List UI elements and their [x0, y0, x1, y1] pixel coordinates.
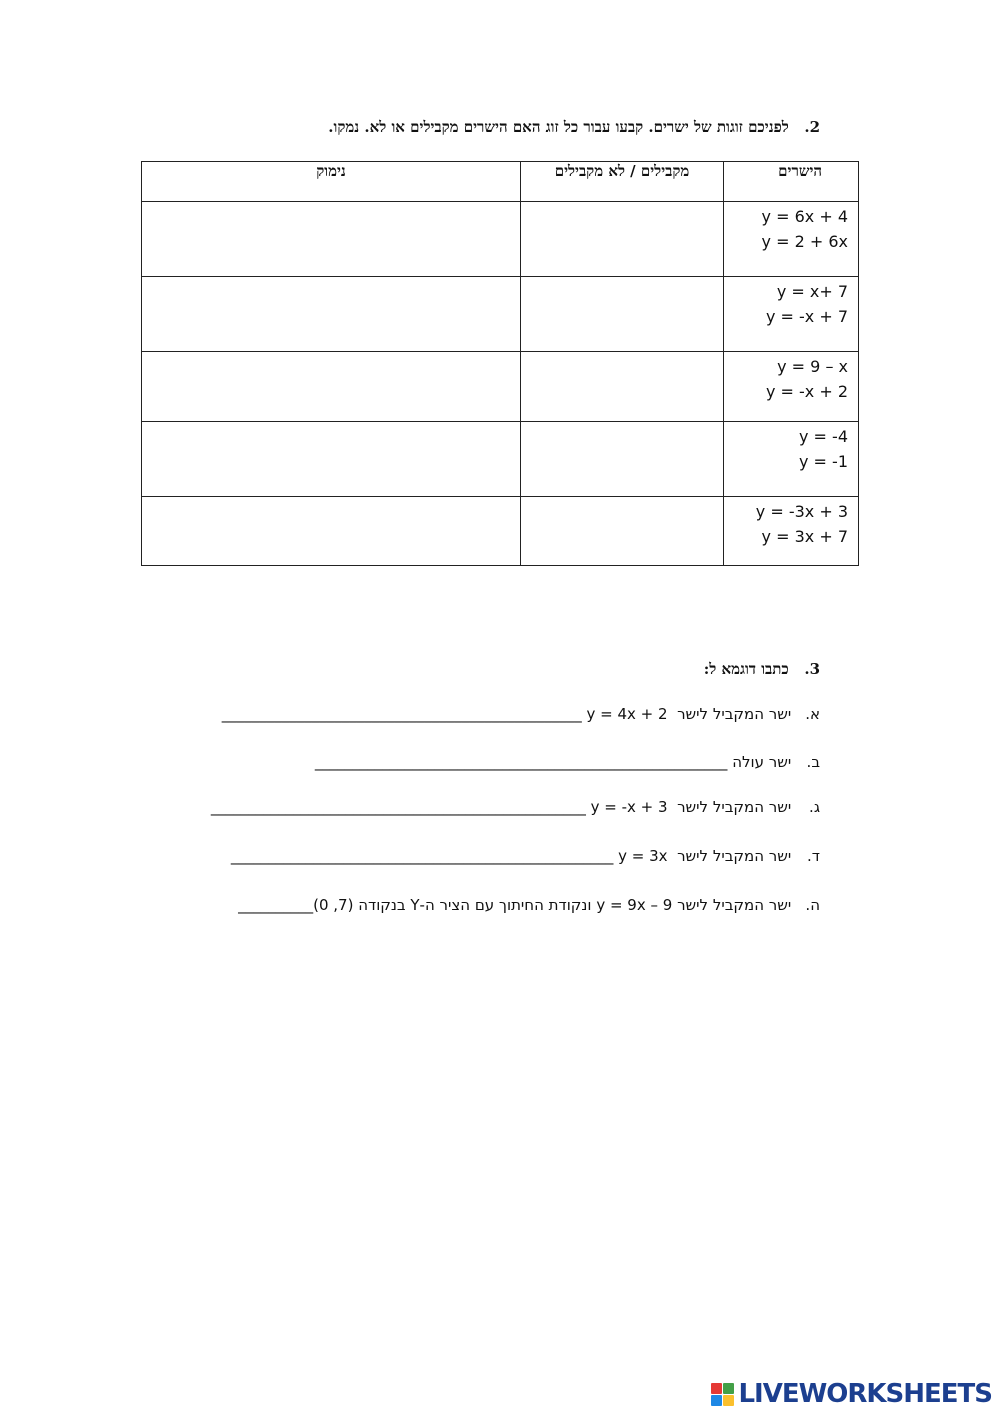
logo-square	[711, 1395, 722, 1406]
answer-blank[interactable]: _______________________________________________________	[314, 753, 728, 771]
equation-2: y = 3x + 7	[761, 527, 848, 546]
table-row	[142, 497, 859, 566]
list-item	[150, 896, 820, 914]
equations-cell	[724, 422, 859, 497]
reason-answer-cell[interactable]	[142, 497, 521, 566]
lines-table	[141, 161, 859, 566]
question-3-title	[704, 660, 820, 679]
item-letter: ב.	[806, 753, 820, 771]
question-2-title	[150, 118, 820, 137]
logo-squares-icon	[711, 1383, 734, 1406]
header-reason: נימוק	[142, 162, 521, 202]
parallel-answer-cell[interactable]	[521, 352, 724, 422]
list-item	[150, 798, 820, 816]
item-point: (0 ,7)	[313, 896, 354, 914]
answer-blank[interactable]: __________________________________________________	[210, 798, 586, 816]
list-item	[150, 847, 820, 865]
answer-blank[interactable]: __________	[238, 896, 314, 914]
item-letter: ד.	[807, 847, 820, 865]
logo-square	[723, 1395, 734, 1406]
equation-2: y = -1	[799, 452, 848, 471]
table-row	[142, 277, 859, 352]
item-text: ישר המקביל לישר	[677, 896, 792, 914]
item-letter: א.	[805, 705, 820, 723]
equation-2: y = -x + 7	[765, 307, 848, 326]
parallel-answer-cell[interactable]	[521, 202, 724, 277]
reason-answer-cell[interactable]	[142, 352, 521, 422]
reason-answer-cell[interactable]	[142, 277, 521, 352]
question-2-text: לפניכם זוגות של ישרים. קבעו עבור כל זוג האם הישרים מקבילים או לא. נמקו.	[328, 118, 789, 136]
answer-blank[interactable]: ________________________________________________	[221, 705, 582, 723]
item-text: ישר המקביל לישר	[677, 847, 792, 865]
equation-2: y = -x + 2	[765, 382, 848, 401]
liveworksheets-logo	[711, 1381, 992, 1407]
item-equation: y = -x + 3	[590, 798, 668, 816]
header-parallel: מקבילים / לא מקבילים	[521, 162, 724, 202]
item-text: ישר המקביל לישר	[677, 705, 792, 723]
equations-cell	[724, 352, 859, 422]
parallel-answer-cell[interactable]	[521, 277, 724, 352]
equation-1: y = x+ 7	[776, 282, 848, 301]
item-text-2: ונקודת החיתוך עם הציר ה-Y בנקודה	[358, 896, 592, 914]
table-row	[142, 422, 859, 497]
brand-text: LIVEWORKSHEETS	[738, 1379, 992, 1409]
equation-1: y = 9 – x	[777, 357, 848, 376]
item-equation: y = 3x	[618, 847, 668, 865]
item-letter: ה.	[805, 896, 820, 914]
question-3-number: 3.	[804, 660, 820, 678]
equation-1: y = -4	[799, 427, 848, 446]
table-row	[142, 352, 859, 422]
logo-square	[723, 1383, 734, 1394]
item-equation: y = 9x – 9	[596, 896, 673, 914]
equation-2: y = 2 + 6x	[761, 232, 848, 251]
table-row	[142, 202, 859, 277]
list-item	[150, 705, 820, 723]
header-lines: הישרים	[724, 162, 859, 202]
equation-1: y = -3x + 3	[755, 502, 848, 521]
item-text: ישר המקביל לישר	[677, 798, 792, 816]
reason-answer-cell[interactable]	[142, 422, 521, 497]
item-equation: y = 4x + 2	[586, 705, 668, 723]
question-3-text: כתבו דוגמא ל:	[703, 660, 789, 678]
table-header-row	[142, 162, 859, 202]
reason-answer-cell[interactable]	[142, 202, 521, 277]
equation-1: y = 6x + 4	[761, 207, 848, 226]
item-text: ישר עולה	[732, 753, 792, 771]
question-2-number: 2.	[804, 118, 820, 136]
logo-square	[711, 1383, 722, 1394]
list-item	[150, 753, 820, 771]
item-letter: ג.	[809, 798, 820, 816]
equations-cell	[724, 497, 859, 566]
parallel-answer-cell[interactable]	[521, 422, 724, 497]
parallel-answer-cell[interactable]	[521, 497, 724, 566]
answer-blank[interactable]: ___________________________________________________	[230, 847, 614, 865]
equations-cell	[724, 277, 859, 352]
equations-cell	[724, 202, 859, 277]
